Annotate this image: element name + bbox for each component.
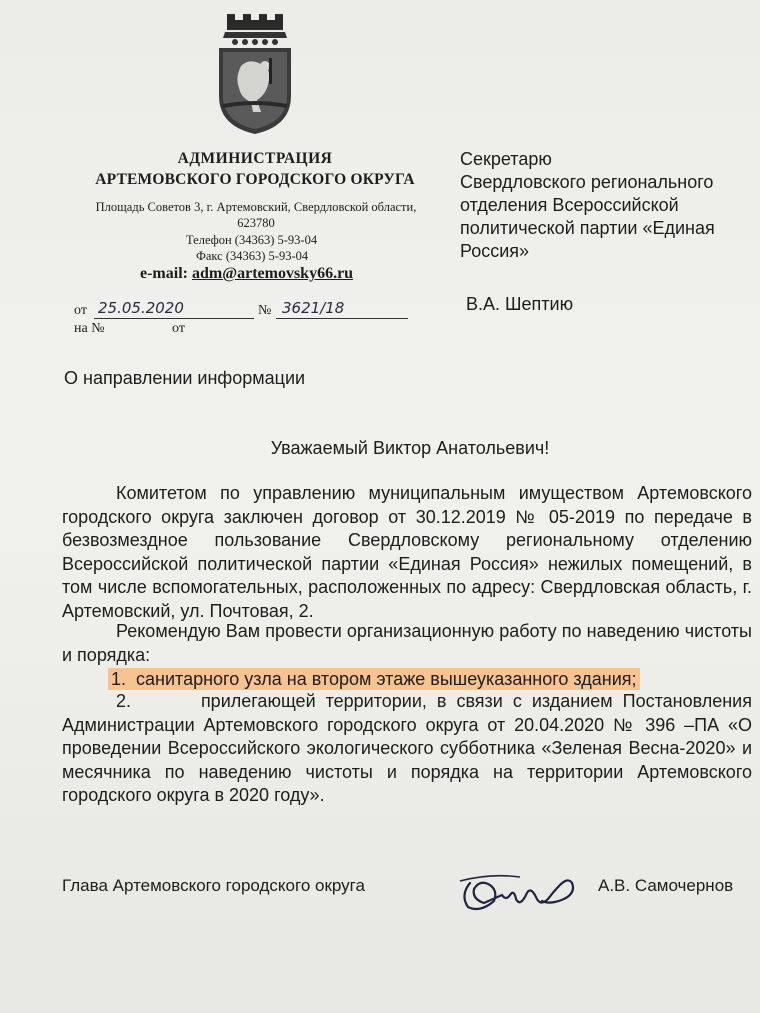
recipient-block (460, 148, 715, 263)
highlighted-list-item (108, 668, 640, 690)
email-label: e-mail: (140, 265, 188, 282)
reg-number-label: № (258, 303, 272, 318)
letter-subject: О направлении информации (64, 368, 306, 388)
salutation: Уважаемый Виктор Анатольевич! (270, 438, 550, 458)
org-name-line2: АРТЕМОВСКОГО ГОРОДСКОГО ОКРУГА (95, 171, 415, 188)
recipient-line: политической партии «Единая (460, 218, 715, 238)
ref-from-label: от (172, 321, 185, 336)
list-item-number: 1. (111, 669, 127, 689)
list-item-text: прилегающей территории, в связи с изданием Постановления Администрации Артемовского городского округа от 20.04.2020 № 396 –ПА «О проведении Всероссийского экологического субботника «Зеленая Весна-2020» и месячника по наведению чистоты и порядка на территории Артемовского городского округа в 2020 году». (62, 691, 752, 805)
org-postcode: 623780 (237, 216, 275, 230)
list-item-text: санитарного узла на втором этаже вышеуказанного здания; (136, 669, 637, 689)
city-coat-of-arms-icon (205, 8, 305, 138)
org-fax: Факс (34363) 5-93-04 (196, 249, 309, 263)
org-email-line (140, 265, 353, 283)
list-item (62, 668, 752, 692)
org-name-line1: АДМИНИСТРАЦИЯ (177, 150, 333, 167)
handwritten-signature (450, 855, 590, 925)
recipient-line: Свердловского регионального (460, 172, 714, 192)
signatory-position: Глава Артемовского городского округа (62, 876, 365, 895)
reg-from-label: от (74, 303, 87, 318)
org-phone: Телефон (34363) 5-93-04 (186, 233, 318, 247)
reg-date: 25.05.2020 (98, 299, 184, 317)
ref-number-label: на № (74, 321, 105, 336)
recipient-line: отделения Всероссийской (460, 195, 679, 215)
recipient-name: В.А. Шептию (466, 294, 574, 314)
list-item-number: 2. (116, 691, 132, 711)
org-address: Площадь Советов 3, г. Артемовский, Свердловской области, (95, 200, 417, 214)
reg-number: 3621/18 (282, 299, 345, 317)
signer-name: А.В. Самочернов (598, 876, 734, 895)
list-item (62, 690, 752, 808)
email-link[interactable]: adm@artemovsky66.ru (191, 265, 354, 282)
paragraph-text: Рекомендую Вам провести организационную работу по наведению чистоты и порядка: (62, 621, 752, 665)
reg-number-underline (276, 318, 408, 319)
body-paragraph (62, 620, 752, 667)
recipient-line: Россия» (460, 241, 530, 261)
body-paragraph (62, 482, 752, 623)
recipient-line: Секретарю (460, 149, 552, 169)
reg-date-underline (94, 318, 254, 319)
paragraph-text: Комитетом по управлению муниципальным имуществом Артемовского городского округа заключен договор от 30.12.2019 № 05-2019 по передаче в безвозмездное пользование Свердловскому региональному отделению Всероссийской политической партии «Единая Россия» нежилых помещений, в том числе вспомогательных, расположенных по адресу: Свердловская область, г. Артемовский, ул. Почтовая, 2. (62, 483, 752, 621)
